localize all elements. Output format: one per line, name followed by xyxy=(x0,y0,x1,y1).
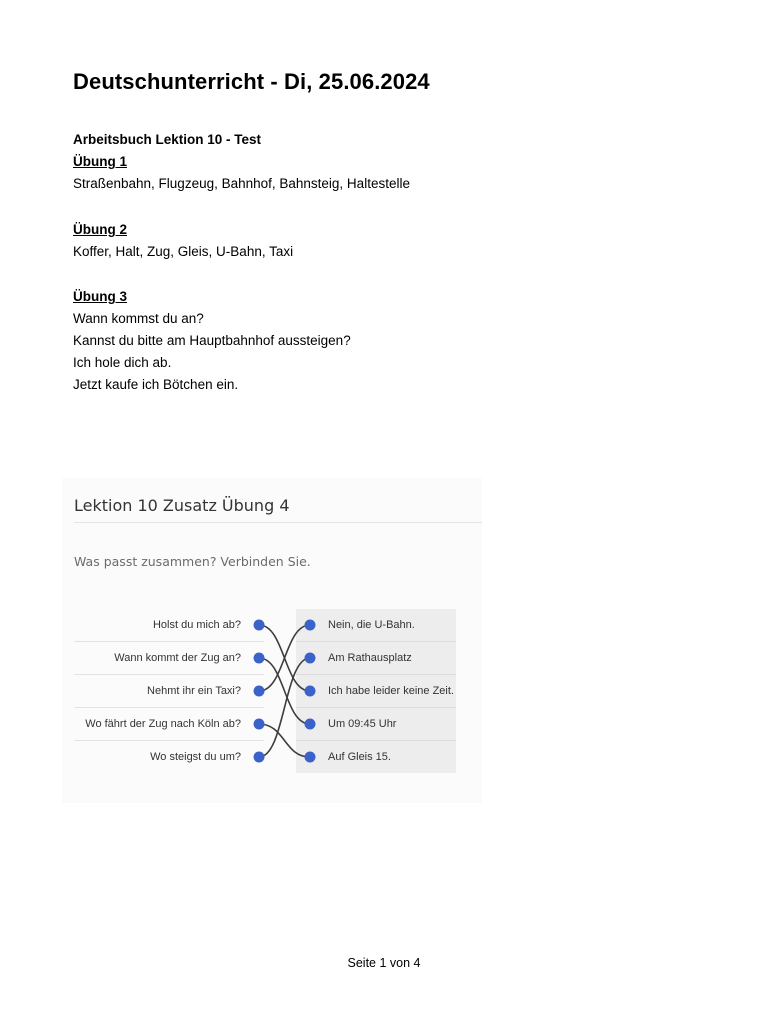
page-number: Seite 1 von 4 xyxy=(347,956,421,970)
left-item: Holst du mich ab? xyxy=(152,619,241,631)
section-heading: Arbeitsbuch Lektion 10 - Test xyxy=(73,132,262,147)
connection-line xyxy=(259,724,310,757)
exercise-1-heading: Übung 1 xyxy=(73,154,127,169)
left-connector-dot xyxy=(254,686,265,697)
exercise-2-block xyxy=(73,219,293,263)
matching-exercise-instruction: Was passt zusammen? Verbinden Sie. xyxy=(74,554,311,569)
right-item: Ich habe leider keine Zeit. xyxy=(328,685,454,697)
right-item: Nein, die U-Bahn. xyxy=(328,619,415,631)
connection-diagram xyxy=(62,478,482,803)
connection-line xyxy=(259,658,310,757)
exercise-1-line: Straßenbahn, Flugzeug, Bahnhof, Bahnsteig, Haltestelle xyxy=(73,176,410,191)
right-connector-dot xyxy=(305,620,316,631)
left-item: Nehmt ihr ein Taxi? xyxy=(147,685,241,697)
right-connector-dot xyxy=(305,686,316,697)
connection-line xyxy=(259,658,310,724)
exercise-3-line: Kannst du bitte am Hauptbahnhof aussteigen? xyxy=(73,333,351,348)
left-item: Wo fährt der Zug nach Köln ab? xyxy=(85,718,241,730)
exercise-3-line: Jetzt kaufe ich Bötchen ein. xyxy=(73,377,239,392)
right-connector-dot xyxy=(305,653,316,664)
matching-exercise-image xyxy=(62,478,482,803)
document-title: Deutschunterricht - Di, 25.06.2024 xyxy=(73,69,430,94)
right-item: Auf Gleis 15. xyxy=(328,751,391,763)
right-item: Am Rathausplatz xyxy=(328,652,412,664)
right-connector-dot xyxy=(305,752,316,763)
right-item: Um 09:45 Uhr xyxy=(328,718,397,730)
exercise-3-heading: Übung 3 xyxy=(73,289,127,304)
exercise-3-block xyxy=(73,286,351,396)
section-block xyxy=(73,129,410,195)
left-item: Wo steigst du um? xyxy=(150,751,241,763)
exercise-2-heading: Übung 2 xyxy=(73,222,127,237)
left-connector-dot xyxy=(254,752,265,763)
left-connector-dot xyxy=(254,653,265,664)
exercise-3-line: Wann kommst du an? xyxy=(73,311,204,326)
matching-exercise-title: Lektion 10 Zusatz Übung 4 xyxy=(74,496,290,515)
left-connector-dot xyxy=(254,620,265,631)
left-item: Wann kommt der Zug an? xyxy=(114,652,241,664)
exercise-2-line: Koffer, Halt, Zug, Gleis, U-Bahn, Taxi xyxy=(73,244,294,259)
exercise-3-line: Ich hole dich ab. xyxy=(73,355,172,370)
connection-line xyxy=(259,625,310,691)
left-connector-dot xyxy=(254,719,265,730)
right-connector-dot xyxy=(305,719,316,730)
